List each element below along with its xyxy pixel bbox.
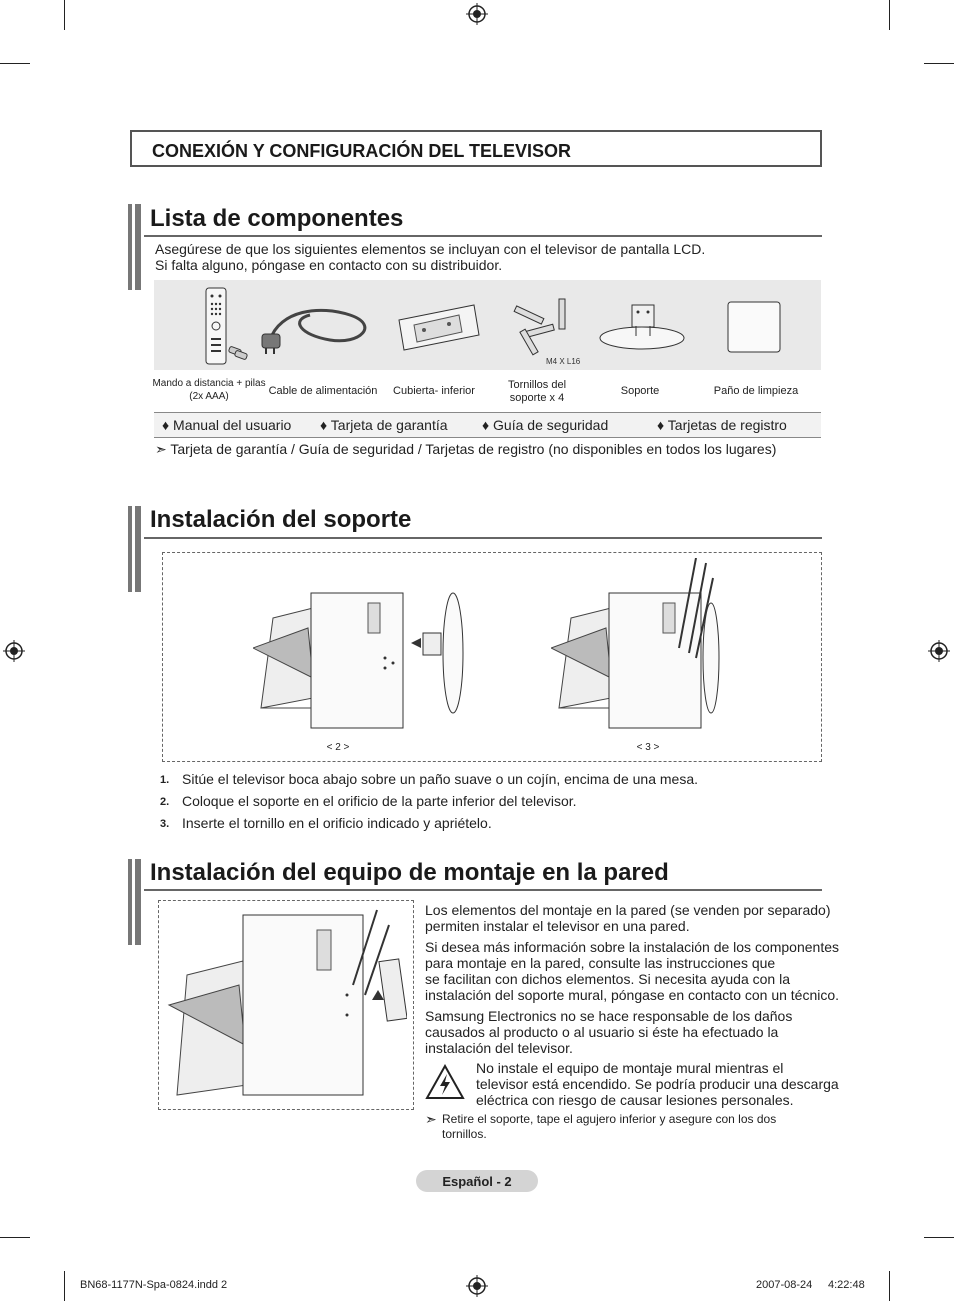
- item-label-line: Mando a distancia + pilas: [152, 378, 266, 389]
- crop-mark: [889, 0, 890, 30]
- stand-figure-frame: [162, 552, 822, 762]
- documents-row: [154, 412, 821, 438]
- crop-mark: [889, 1271, 890, 1301]
- footer-time: 4:22:48: [828, 1279, 865, 1291]
- wall-paragraph-3: [425, 1008, 792, 1056]
- item-label-stand: Soporte: [620, 385, 660, 397]
- cleaning-cloth-icon: [724, 298, 784, 356]
- page-label: Español - 2: [442, 1174, 512, 1189]
- text-line: Retire el soporte, tape el agujero inferior y asegure con los dos: [442, 1112, 777, 1126]
- doc-item: ♦ Guía de seguridad: [482, 417, 609, 433]
- text-line: para montaje en la pared, consulte las instrucciones que: [425, 955, 776, 971]
- crop-mark: [0, 1237, 30, 1238]
- text-line: televisor está encendido. Se podría producir una descarga: [476, 1076, 839, 1092]
- text-line: instalación del televisor.: [425, 1040, 573, 1056]
- item-label-remote: [150, 377, 268, 403]
- components-title: Lista de componentes: [150, 205, 404, 232]
- figure-label-3: < 3 >: [636, 742, 660, 753]
- wall-figure-frame: [158, 900, 414, 1110]
- components-image-strip: [154, 280, 821, 370]
- power-cable-icon: [260, 300, 380, 360]
- section-rule: [144, 889, 822, 891]
- registration-mark-icon: [466, 3, 488, 25]
- text-line: tornillos.: [442, 1127, 487, 1141]
- electric-warning-icon: [425, 1064, 465, 1100]
- components-intro-line2: Si falta alguno, póngase en contacto con su distribuidor.: [155, 257, 503, 273]
- note-arrow-icon: ➣: [425, 1111, 437, 1127]
- crop-mark: [0, 63, 30, 64]
- chapter-title: CONEXIÓN Y CONFIGURACIÓN DEL TELEVISOR: [152, 141, 572, 161]
- registration-mark-icon: [466, 1275, 488, 1297]
- wall-warning: [476, 1060, 839, 1108]
- stand-figure-3: [551, 558, 731, 738]
- crop-mark: [64, 0, 65, 30]
- section-bar: [128, 859, 141, 945]
- figure-label-2: < 2 >: [326, 742, 350, 753]
- section-rule: [144, 235, 822, 237]
- footer-date: 2007-08-24: [756, 1279, 813, 1291]
- crop-mark: [64, 1271, 65, 1301]
- step-text: Sitúe el televisor boca abajo sobre un paño suave o un cojín, encima de una mesa.: [182, 771, 698, 787]
- components-intro-line1: Asegúrese de que los siguientes elementos se incluyan con el televisor de pantalla LCD.: [155, 241, 706, 257]
- doc-item: ♦ Tarjeta de garantía: [320, 417, 448, 433]
- doc-label: Tarjetas de registro: [667, 417, 787, 433]
- footer-file: BN68-1177N-Spa-0824.indd 2: [80, 1279, 228, 1291]
- section-rule: [144, 537, 822, 539]
- crop-mark: [924, 63, 954, 64]
- text-line: causados al producto o al usuario si éste ha efectuado la: [425, 1024, 779, 1040]
- text-line: Los elementos del montaje en la pared (se venden por separado): [425, 902, 831, 918]
- stand-title: Instalación del soporte: [150, 506, 412, 533]
- bottom-cover-icon: [394, 300, 484, 355]
- text-line: instalación del soporte mural, póngase en contacto con un técnico.: [425, 987, 840, 1003]
- text-line: permiten instalar el televisor en una pared.: [425, 918, 690, 934]
- text-line: se facilitan con dichos elementos. Si necesita ayuda con la: [425, 971, 790, 987]
- step-text: Inserte el tornillo en el orificio indicado y apriételo.: [182, 815, 492, 831]
- text-line: Samsung Electronics no se hace responsable de los daños: [425, 1008, 793, 1024]
- screws-icon: [504, 294, 584, 366]
- wall-mount-figure: [167, 905, 407, 1105]
- wall-note: [442, 1112, 776, 1142]
- registration-mark-icon: [3, 640, 25, 662]
- step-number: 3.: [160, 818, 170, 830]
- wall-paragraph-2: [425, 939, 839, 1003]
- item-label-cable: Cable de alimentación: [268, 385, 378, 397]
- item-label-screws: [490, 379, 584, 405]
- item-label-cloth: Paño de limpieza: [713, 385, 799, 397]
- doc-label: Manual del usuario: [173, 417, 292, 433]
- text-line: No instale el equipo de montaje mural mientras el: [476, 1060, 784, 1076]
- section-bar: [128, 204, 141, 290]
- doc-label: Guía de seguridad: [493, 417, 609, 433]
- components-note: [155, 441, 776, 457]
- remote-control-icon: [202, 286, 252, 366]
- text-line: eléctrica con riesgo de causar lesiones personales.: [476, 1092, 794, 1108]
- note-arrow-icon: ➣: [155, 441, 167, 457]
- text-line: Si desea más información sobre la instalación de los componentes: [425, 939, 840, 955]
- wall-paragraph-1: [425, 902, 830, 934]
- step-text: Coloque el soporte en el orificio de la parte inferior del televisor.: [182, 793, 577, 809]
- chapter-header: [130, 130, 822, 167]
- doc-item: ♦ Manual del usuario: [162, 417, 292, 433]
- doc-label: Tarjeta de garantía: [330, 417, 448, 433]
- stand-icon: [594, 300, 694, 355]
- page-label-pill: [416, 1170, 538, 1192]
- wall-title: Instalación del equipo de montaje en la pared: [150, 859, 669, 886]
- section-bar: [128, 506, 141, 592]
- item-label-cover: Cubierta- inferior: [393, 385, 475, 397]
- screw-spec-label: M4 X L16: [546, 357, 581, 366]
- registration-mark-icon: [928, 640, 950, 662]
- item-label-line: Tornillos del: [507, 379, 567, 391]
- step-number: 1.: [160, 774, 170, 786]
- item-label-line: soporte x 4: [509, 392, 565, 404]
- stand-figure-2: [253, 588, 483, 738]
- step-number: 2.: [160, 796, 170, 808]
- crop-mark: [924, 1237, 954, 1238]
- note-text: Tarjeta de garantía / Guía de seguridad / Tarjetas de registro (no disponibles en todos los lugares): [170, 441, 777, 457]
- doc-item: ♦ Tarjetas de registro: [657, 417, 787, 433]
- item-label-line: (2x AAA): [189, 391, 229, 402]
